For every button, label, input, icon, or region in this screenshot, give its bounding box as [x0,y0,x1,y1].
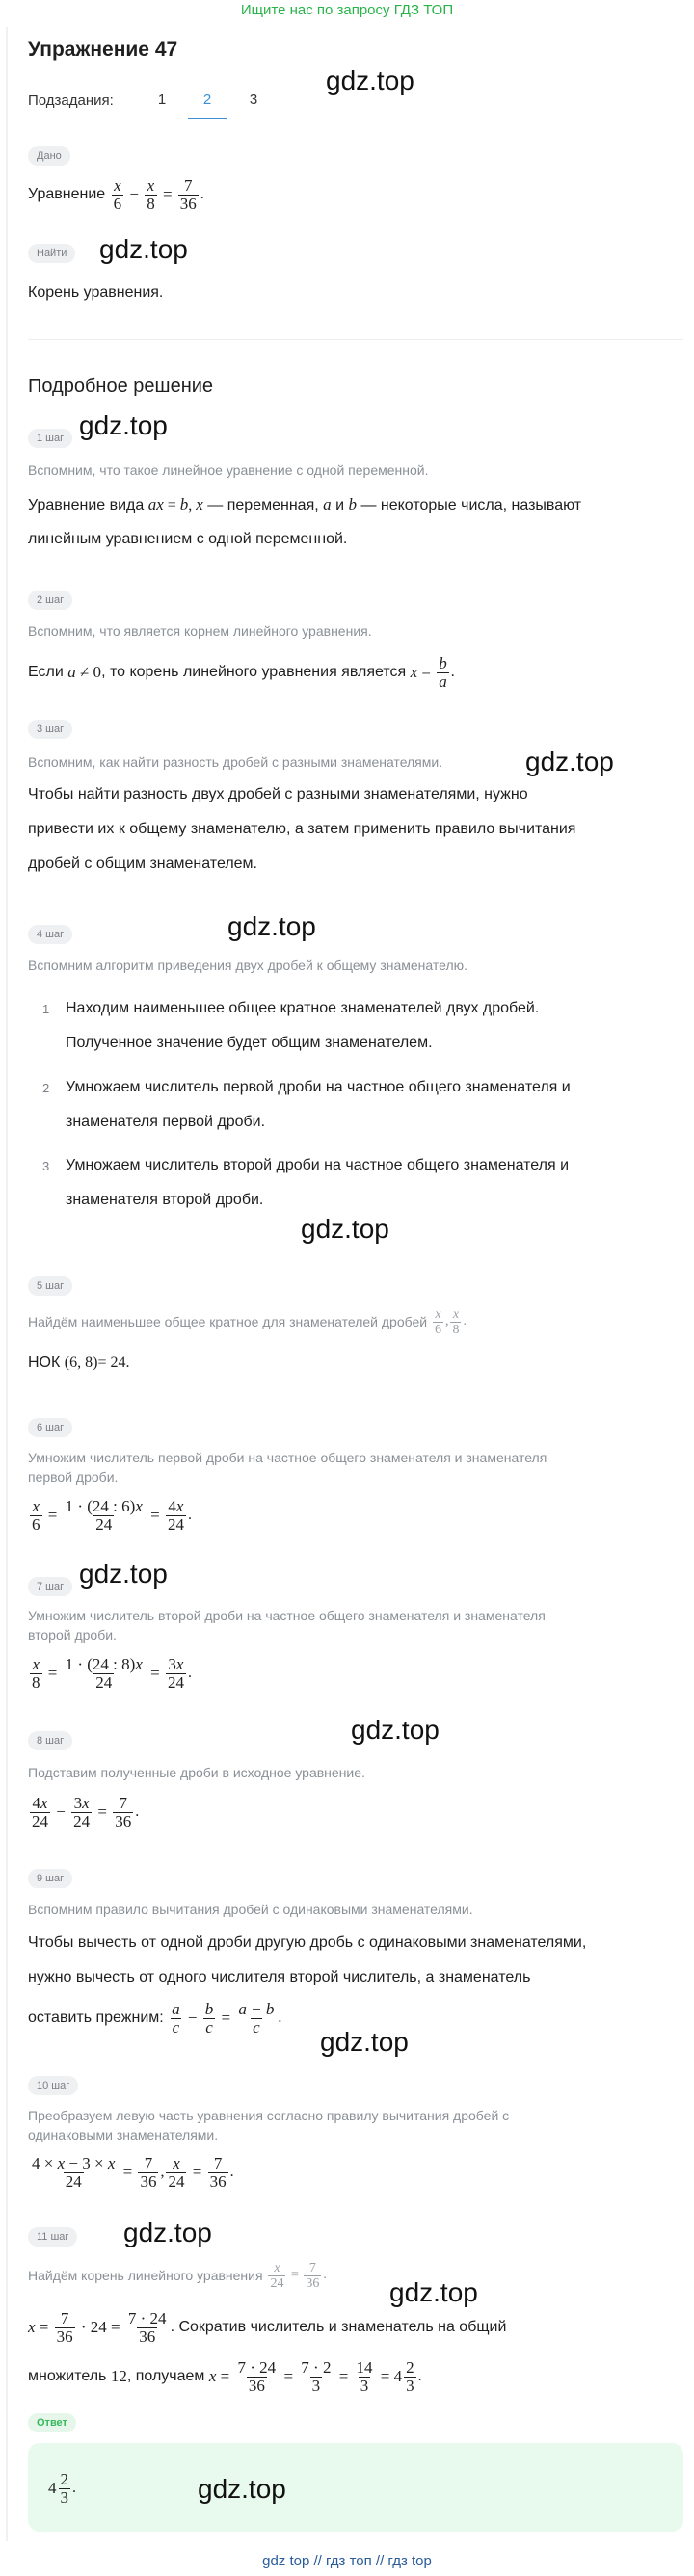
find-text: Корень уравнения. [28,284,164,301]
search-banner: Ищите нас по запросу ГДЗ ТОП [240,2,454,18]
step-3-badge: 3 шаг [28,720,72,739]
list-item-3-line-1: Умножаем числитель второй дроби на частное общего знаменателя и [66,1157,570,1173]
step-9-badge: 9 шаг [28,1869,72,1888]
list-item-2-line-2: знаменателя первой дроби. [66,1114,266,1130]
step-2-line: Если a ≠ 0 , то корень линейного уравнения является x = $\frac{b}{a}$ . [28,653,455,691]
subtask-tab-2[interactable]: 2 [188,92,227,119]
step-1-text-c: и [335,497,345,513]
step-5-hint: Найдём наименьшее общее кратное для знаменателей дробей $\frac{x}{6}$ , $\frac{x}{8}$ . [28,1306,467,1337]
step-9-text: оставить прежним: [28,2010,164,2026]
subtasks-label: Подзадания: [28,92,114,109]
watermark: gdz.top [320,2027,409,2057]
content-border [6,27,8,2541]
watermark: gdz.top [525,747,614,776]
answer-value: 4 $\frac{2}{3}$ . [48,2469,76,2507]
watermark: gdz.top [351,1715,440,1745]
step-6-hint-2: первой дроби. [28,1469,119,1485]
divider [28,339,683,340]
step-1-line-1: Уравнение вида ax = b, x — переменная, a и b — некоторые числа, называют [28,495,582,513]
step-6-badge: 6 шаг [28,1418,72,1437]
step-2-text-b: , то корень линейного уравнения является [101,664,407,680]
step-5-badge: 5 шаг [28,1276,72,1296]
page-title: Упражнение 47 [28,39,178,61]
watermark: gdz.top [123,2218,212,2247]
step-4-hint: Вспомним алгоритм приведения двух дробей к общему знаменателю. [28,958,468,973]
watermark: gdz.top [326,66,414,95]
step-1-line-2: линейным уравнением с одной переменной. [28,531,348,547]
step-11-line-1: x = $\frac{7}{36}$ · 24 = $\frac{7 \cdot 24}{36}$ . Сократив числитель и знаменатель на общий [28,2308,507,2346]
list-item-1-line-1: Находим наименьшее общее кратное знаменателей двух дробей. [66,1000,540,1016]
watermark: gdz.top [389,2277,478,2307]
step-1-badge: 1 шаг [28,429,72,448]
answer-badge: Ответ [28,2413,76,2432]
given-badge: Дано [28,146,70,166]
step-8-formula: $\frac{4x}{24}$ − $\frac{3x}{24}$ = $\frac{7}{36}$ . [32,1793,140,1830]
step-9-hint: Вспомним правило вычитания дробей с одинаковыми знаменателями. [28,1902,473,1917]
step-11-line-2: множитель 12 , получаем x = $\frac{7 \cdot 24}{36}$ = $\frac{7 \cdot 2}{3}$ = $\frac{14}{3}$ = 4 $\frac{2}{3}$ . [28,2357,422,2395]
step-1-hint: Вспомним, что такое линейное уравнение с одной переменной. [28,462,429,478]
step-9-line-3: оставить прежним: $\frac{a}{c}$ − $\frac{b}{c}$ = $\frac{a - b}{c}$ . [28,1999,282,2037]
step-3-line-3: дробей с общим знаменателем. [28,855,257,872]
nok-value: = 24. [97,1354,130,1371]
list-number: 1 [42,1002,50,1016]
step-2-badge: 2 шаг [28,591,72,610]
given-text: Уравнение [28,186,106,202]
step-3-line-2: привести их к общему знаменателю, а затем применить правило вычитания [28,821,576,837]
step-3-hint: Вспомним, как найти разность дробей с разными знаменателями. [28,754,443,770]
list-item-1-line-2: Полученное значение будет общим знаменателем. [66,1035,433,1051]
list-number: 2 [42,1081,50,1095]
step-11-hint: Найдём корень линейного уравнения $\frac{x}{24}$ = $\frac{7}{36}$ . [28,2260,327,2291]
nok-label: НОК [28,1354,61,1371]
step-2-text-a: Если [28,664,64,680]
list-item-2-line-1: Умножаем числитель первой дроби на частное общего знаменателя и [66,1079,571,1095]
step-7-hint-2: второй дроби. [28,1627,117,1643]
step-10-badge: 10 шаг [28,2076,78,2095]
solution-title: Подробное решение [28,376,214,397]
step-5-result [28,1353,129,1374]
step-7-badge: 7 шаг [28,1577,72,1596]
step-10-hint-2: одинаковыми знаменателями. [28,2127,219,2142]
list-item-3-line-2: знаменателя второй дроби. [66,1192,264,1208]
watermark: gdz.top [198,2474,286,2504]
find-badge: Найти [28,244,75,263]
given-equation: Уравнение $\frac{x}{6}$ − $\frac{x}{8}$ = $\frac{7}{36}$ . [28,175,204,213]
nok-args: (6, 8) [64,1354,98,1371]
list-number: 3 [42,1159,50,1173]
step-1-text-a: Уравнение вида [28,497,145,513]
step-1-text-d: — некоторые числа, называют [360,497,582,513]
step-6-hint-1: Умножим числитель первой дроби на частное общего знаменателя и знаменателя [28,1450,547,1465]
subtask-tab-1[interactable]: 1 [157,92,167,108]
step-8-badge: 8 шаг [28,1731,72,1750]
watermark: gdz.top [79,410,168,440]
step-11-text-b: множитель [28,2368,107,2384]
step-7-formula: $\frac{x}{8}$ = $\frac{1 \cdot (24 : 8)x}{24}$ = $\frac{3x}{24}$ . [32,1654,192,1692]
step-10-formula: $\frac{4 \times x - 3 \times x}{24}$ = $\frac{7}{36}$ , $\frac{x}{24}$ = $\frac{7}{36}$ . [32,2153,234,2191]
step-9-line-2: нужно вычесть от одного числителя второй числитель, а знаменатель [28,1969,531,1985]
step-11-text-c: , получаем [126,2368,205,2384]
step-11-hint-text: Найдём корень линейного уравнения [28,2268,263,2283]
watermark: gdz.top [79,1559,168,1589]
subtask-tab-3[interactable]: 3 [249,92,258,108]
step-11-text-a: . Сократив числитель и знаменатель на общий [170,2319,507,2335]
footer-links[interactable]: gdz top // гдз топ // гдз top [262,2553,432,2569]
step-5-hint-text: Найдём наименьшее общее кратное для знаменателей дробей [28,1314,428,1329]
step-11-badge: 11 шаг [28,2227,77,2247]
step-3-line-1: Чтобы найти разность двух дробей с разными знаменателями, нужно [28,786,528,802]
step-10-hint-1: Преобразуем левую часть уравнения согласно правилу вычитания дробей с [28,2108,510,2123]
step-8-hint: Подставим полученные дроби в исходное уравнение. [28,1765,365,1780]
watermark: gdz.top [99,234,188,264]
answer-box [28,2443,683,2532]
step-9-line-1: Чтобы вычесть от одной дроби другую дробь с одинаковыми знаменателями, [28,1934,587,1951]
step-2-hint: Вспомним, что является корнем линейного уравнения. [28,623,372,639]
step-7-hint-1: Умножим числитель второй дроби на частное общего знаменателя и знаменателя [28,1608,546,1623]
watermark: gdz.top [227,911,316,941]
step-6-formula: $\frac{x}{6}$ = $\frac{1 \cdot (24 : 6)x}{24}$ = $\frac{4x}{24}$ . [32,1496,192,1534]
watermark: gdz.top [301,1214,389,1244]
step-4-badge: 4 шаг [28,925,72,944]
step-1-text-b: — переменная, [207,497,319,513]
